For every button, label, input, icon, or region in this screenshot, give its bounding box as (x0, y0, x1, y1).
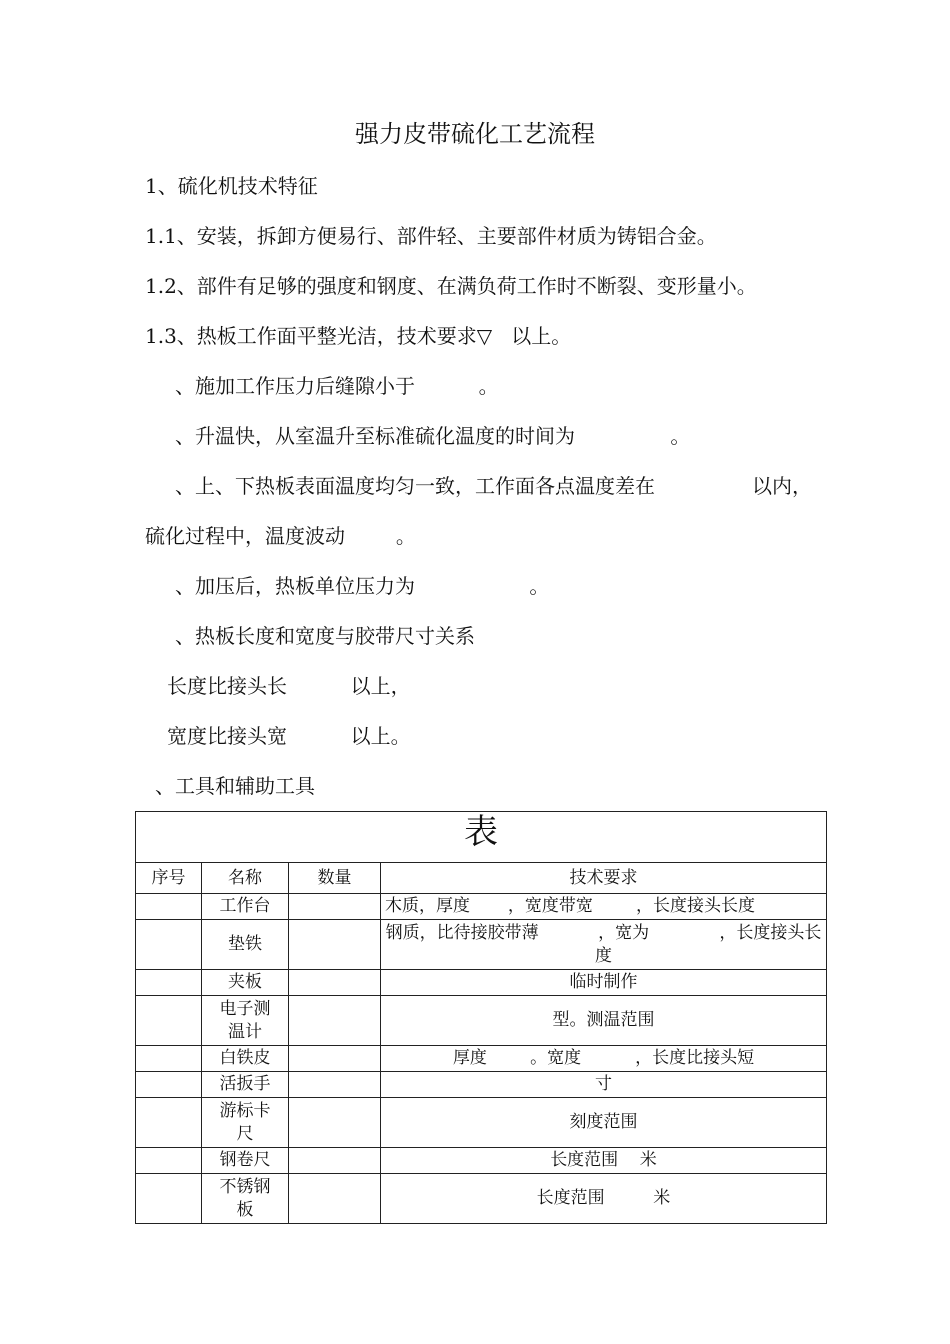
section-heading-1: 1、硫化机技术特征 (145, 174, 318, 198)
paragraph-size-relation: 、热板长度和宽度与胶带尺寸关系 (175, 624, 475, 648)
cell-req: 长度范围 米 (381, 1174, 827, 1224)
paragraph-width: 宽度比接头宽 以上。 (167, 724, 411, 748)
cell-no (136, 1072, 202, 1098)
cell-no (136, 894, 202, 920)
cell-req: 厚度 。宽度 ，长度比接头短 (381, 1046, 827, 1072)
tools-table (135, 811, 827, 1224)
cell-qty (289, 970, 381, 996)
cell-no (136, 1098, 202, 1148)
paragraph-temperature-a: 、上、下热板表面温度均匀一致，工作面各点温度差在 (175, 474, 655, 498)
paragraph-fluctuation: 硫化过程中，温度波动 。 (145, 524, 416, 548)
paragraph-temperature-b: 以内， (752, 474, 812, 498)
table-caption-row (136, 812, 827, 863)
table-caption: 表 (136, 812, 827, 863)
paragraph-heating: 、升温快，从室温升至标准硫化温度的时间为 。 (175, 424, 691, 448)
paragraph-length: 长度比接头长 以上， (167, 674, 411, 698)
cell-qty (289, 894, 381, 920)
cell-qty (289, 1072, 381, 1098)
header-no: 序号 (136, 863, 202, 894)
cell-qty (289, 996, 381, 1046)
table-row (136, 996, 827, 1046)
cell-no (136, 920, 202, 970)
header-req: 技术要求 (381, 863, 827, 894)
table-row (136, 1148, 827, 1174)
cell-no (136, 996, 202, 1046)
paragraph-pressure: 、加压后，热板单位压力为 。 (175, 574, 550, 598)
cell-req: 钢质，比待接胶带薄 ，宽为 ，长度接头长度 (381, 920, 827, 970)
table-row (136, 1046, 827, 1072)
cell-name: 钢卷尺 (202, 1148, 289, 1174)
cell-req: 临时制作 (381, 970, 827, 996)
cell-req: 长度范围 米 (381, 1148, 827, 1174)
header-qty: 数量 (289, 863, 381, 894)
table-row (136, 1174, 827, 1224)
cell-qty (289, 1174, 381, 1224)
cell-qty (289, 1098, 381, 1148)
cell-qty (289, 1148, 381, 1174)
table-row (136, 894, 827, 920)
section-tools: 、工具和辅助工具 (155, 774, 315, 798)
cell-name: 白铁皮 (202, 1046, 289, 1072)
cell-qty (289, 920, 381, 970)
table-row (136, 1072, 827, 1098)
cell-no (136, 1148, 202, 1174)
table-row (136, 920, 827, 970)
cell-no (136, 1046, 202, 1072)
cell-req: 型。测温范围 (381, 996, 827, 1046)
cell-qty (289, 1046, 381, 1072)
header-name: 名称 (202, 863, 289, 894)
cell-no (136, 1174, 202, 1224)
cell-req: 寸 (381, 1072, 827, 1098)
cell-name: 垫铁 (202, 920, 289, 970)
paragraph-1-1: 1.1、安装，拆卸方便易行、部件轻、主要部件材质为铸铝合金。 (145, 224, 717, 248)
paragraph-1-3: 1.3、热板工作面平整光洁，技术要求▽ 以上。 (145, 324, 572, 348)
paragraph-gap: 、施加工作压力后缝隙小于 。 (175, 374, 499, 398)
cell-name: 游标卡尺 (202, 1098, 289, 1148)
cell-name: 电子测温计 (202, 996, 289, 1046)
cell-req: 刻度范围 (381, 1098, 827, 1148)
cell-name: 夹板 (202, 970, 289, 996)
table-header-row (136, 863, 827, 894)
cell-name: 活扳手 (202, 1072, 289, 1098)
cell-no (136, 970, 202, 996)
cell-req: 木质，厚度 ，宽度带宽 ，长度接头长度 (381, 894, 827, 920)
table-row (136, 1098, 827, 1148)
cell-name: 工作台 (202, 894, 289, 920)
cell-name: 不锈钢板 (202, 1174, 289, 1224)
paragraph-1-2: 1.2、部件有足够的强度和钢度、在满负荷工作时不断裂、变形量小。 (145, 274, 757, 298)
table-row (136, 970, 827, 996)
document-title: 强力皮带硫化工艺流程 (355, 120, 595, 148)
